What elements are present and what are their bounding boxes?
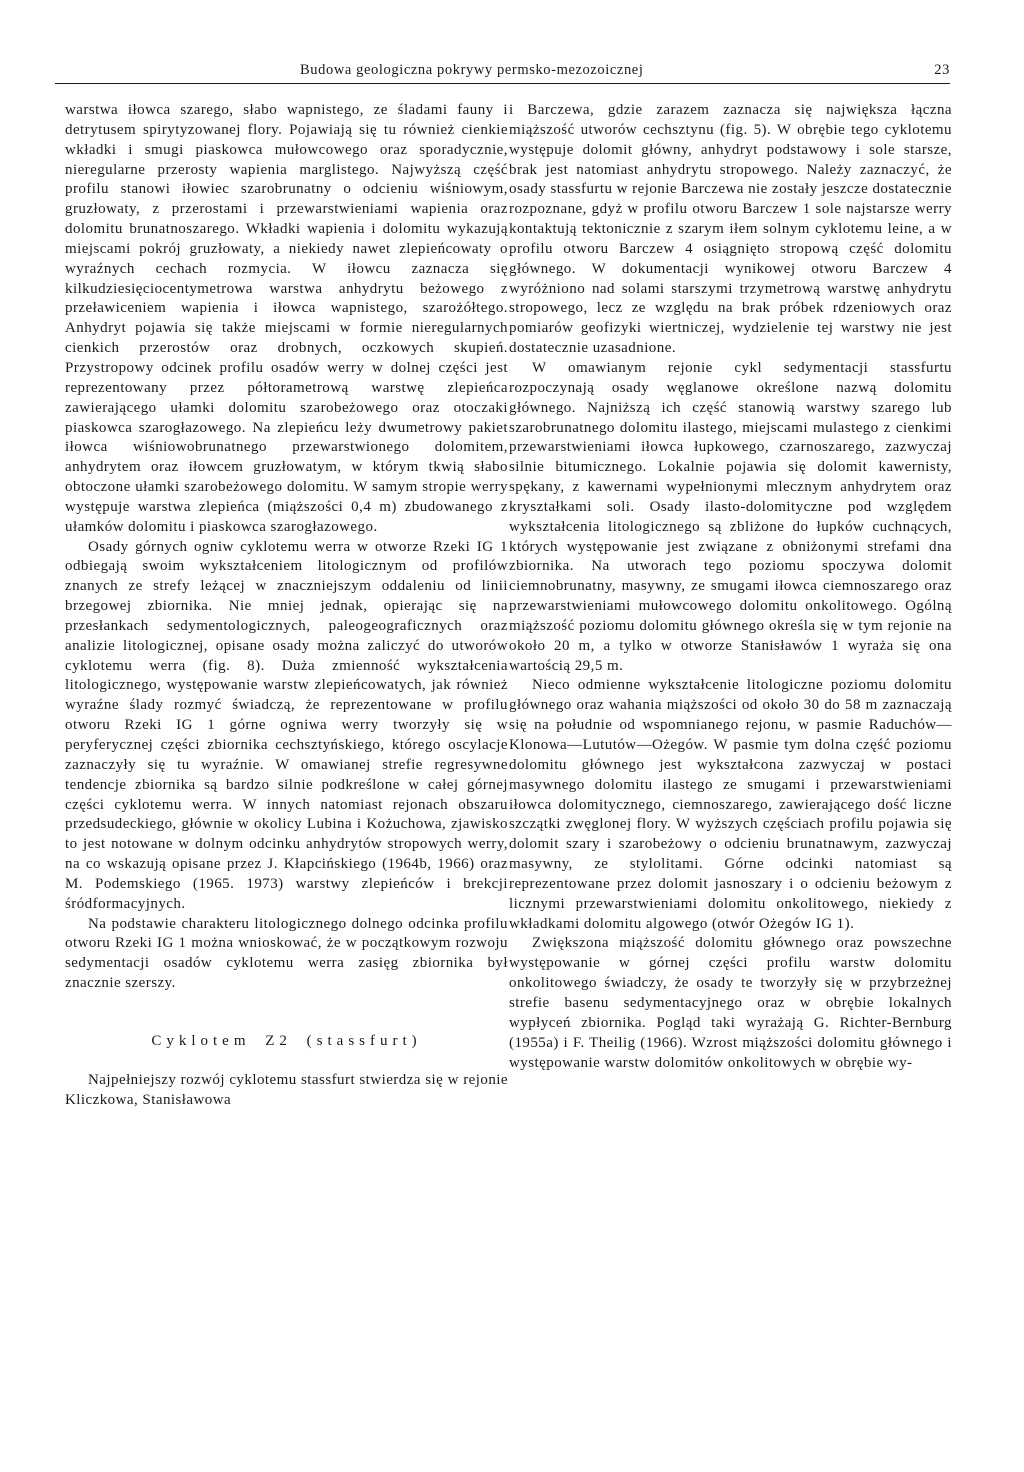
right-paragraph-4: Zwiększona miąższość dolomitu głównego oraz powszechne występowanie w górnej części profilu warstw dolomitu onkolitowego świadczy, że osady te tworzyły się w przybrzeżnej strefie basenu sedymentacyjnego oraz w obrębie lokalnych wypłyceń zbiornika. Pogląd taki wyrażają G. Richter-Bernburg (1955a) i F. Theilig (1966). Wzrost miąższości dolomitu głównego i występowanie warstw dolomitów onkolitowych w obrębie wy- bbox=[509, 935, 952, 1071]
left-paragraph-2: Osady górnych ogniw cyklotemu werra w otworze Rzeki IG 1 odbiegają swoim wykształceniem litologicznym od profilów znanych ze strefy leżącej w znaczniejszym oddaleniu od linii brzegowej zbiornika. Nie mniej jednak, opierając się na przesłankach sedymentologicznych, paleogeograficznych oraz analizie litologicznej, opisane osady można zaliczyć do utworów cyklotemu werra (fig. 8). Duża zmienność wykształcenia litologicznego, występowanie warstw zlepieńcowatych, jak również wyraźne ślady rozmyć świadczą, że reprezentowane w profilu otworu Rzeki IG 1 górne ogniwa werry tworzyły się w peryferycznej części zbiornika cechsztyńskiego, którego oscylacje zaznaczyły się tu wyraźnie. W omawianej strefie regresywne tendencje zbiornika są bardzo silnie podkreślone w całej górnej części cyklotemu werra. W innych natomiast rejonach obszaru przedsudeckiego, głównie w okolicy Lubina i Kożuchowa, zjawisko to jest notowane w dolnym odcinku anhydrytów stropowych werry, na co wskazują opisane przez J. Kłapcińskiego (1964b, 1966) oraz M. Podemskiego (1965. 1973) warstwy zlepieńców i brekcji śródformacyjnych. bbox=[65, 538, 508, 912]
left-paragraph-4: Najpełniejszy rozwój cyklotemu stassfurt stwierdza się w rejonie Kliczkowa, Stanisławowa bbox=[65, 1071, 508, 1108]
right-paragraph-2: W omawianym rejonie cykl sedymentacji stassfurtu rozpoczynają osady węglanowe określone nazwą dolomitu głównego. Najniższą ich część stanowią warstwy szarego lub szarobrunatnego dolomitu ilastego, miejscami mulastego z cienkimi przewarstwieniami iłowca łupkowego, czarnoszarego, zazwyczaj silnie bitumicznego. Lokalnie pojawia się dolomit kawernisty, spękany, z kawernami wypełnionymi mlecznym anhydrytem oraz kryształkami soli. Osady ilasto-dolomityczne pod względem wykształcenia litologicznego są zbliżone do łupków cuchnących, których występowanie jest związane z obniżonymi strefami dna zbiornika. Na utworach tego poziomu spoczywa dolomit ciemnobrunatny, masywny, ze smugami iłowca ciemnoszarego oraz przewarstwieniami mułowcowego dolomitu onkolitowego. Ogólną miąższość poziomu dolomitu głównego określa się w tym rejonie na około 20 m, a tylko w otworze Stanisławów 1 wyraża się ona wartością 29,5 m. bbox=[509, 359, 952, 674]
left-paragraph-3: Na podstawie charakteru litologicznego dolnego odcinka profilu otworu Rzeki IG 1 można wnioskować, że w początkowym rozwoju sedymentacji osadów cyklotemu werra zasięg zbiornika był znacznie szerszy. bbox=[65, 915, 508, 992]
right-paragraph-3: Nieco odmienne wykształcenie litologiczne poziomu dolomitu głównego oraz wahania miąższości od około 30 do 58 m zaznaczają się na południe od wspomnianego rejonu, w pasmie Raduchów—Klonowa—Lututów—Ożegów. W pasmie tym dolna część poziomu dolomitu głównego jest wykształcona zazwyczaj w postaci masywnego dolomitu ilastego ze smugami i przewarstwieniami iłowca dolomitycznego, ciemnoszarego, zawierającego dość liczne szczątki zwęglonej flory. W wyższych częściach profilu pojawia się dolomit szary i szarobeżowy o odcieniu brunatnawym, zazwyczaj masywny, ze stylolitami. Górne odcinki natomiast są reprezentowane przez dolomit jasnoszary i o odcieniu beżowym z licznymi przewarstwieniami dolomitu onkolitowego, niekiedy z wkładkami dolomitu algowego (otwór Ożegów IG 1). bbox=[509, 677, 952, 932]
section-heading: Cyklotem Z2 (stassfurt) bbox=[151, 1032, 422, 1049]
left-paragraph-1: warstwa iłowca szarego, słabo wapnistego, ze śladami fauny i detrytusem spirytyzowanej flory. Pojawiają się tu również cienkie wkładki i smugi piaskowca mułowcowego oraz sporadycznie, nieregularne przerosty wapienia marglistego. Najwyższą część profilu stanowi iłowiec szarobrunatny o odcieniu wiśniowym, gruzłowaty, z przerostami i przewarstwieniami wapienia oraz dolomitu brunatnoszarego. Wkładki wapienia i dolomitu wykazują miejscami pokrój gruzłowaty, a niekiedy nawet zlepieńcowaty o wyraźnych cechach rozmycia. W iłowcu zaznacza się kilkudziesięciocentymetrowa warstwa anhydrytu beżowego z przeławiceniem wapienia i iłowca wapnistego, szarożółtego. Anhydryt pojawia się także miejscami w formie nieregularnych cienkich przerostów oraz drobnych, oczkowych skupień. Przystropowy odcinek profilu osadów werry w dolnej części jest reprezentowany przez półtorametrową warstwę zlepieńca zawierającego ułamki dolomitu szarobeżowego oraz otoczaki piaskowca szarogłazowego. Na zlepieńcu leży dwumetrowy pakiet iłowca wiśniowobrunatnego przewarstwionego dolomitem, anhydrytem oraz iłowcem gruzłowatym, w którym tkwią słabo obtoczone ułamki szarobeżowego dolomitu. W samym stropie werry występuje warstwa zlepieńca (miąższości 0,4 m) zbudowanego z ułamków dolomitu i piaskowca szarogłazowego. bbox=[65, 102, 508, 535]
running-title: Budowa geologiczna pokrywy permsko-mezozoicznej bbox=[300, 62, 644, 78]
running-header bbox=[55, 61, 950, 84]
right-paragraph-1: i Barczewa, gdzie zarazem zaznacza się największa łączna miąższość utworów cechsztynu (fig. 5). W obrębie tego cyklotemu występuje dolomit główny, anhydryt podstawowy i sole starsze, brak jest natomiast anhydrytu stropowego. Należy zaznaczyć, że osady stassfurtu w rejonie Barczewa nie zostały jeszcze dostatecznie rozpoznane, gdyż w profilu otworu Barczew 1 sole najstarsze werry kontaktują tektonicznie z szarym iłem solnym cyklotemu leine, a w profilu otworu Barczew 4 osiągnięto stropową część dolomitu głównego. W dokumentacji wynikowej otworu Barczew 4 wyróżniono nad solami starszymi trzymetrową warstwę anhydrytu stropowego, lecz ze względu na brak próbek rdzeniowych oraz pomiarów geofizyki wiertniczej, wydzielenie tej warstwy nie jest dostatecznie uzasadnione. bbox=[509, 102, 952, 357]
right-column bbox=[509, 101, 952, 1073]
left-column bbox=[65, 101, 508, 1111]
page-number: 23 bbox=[934, 62, 950, 78]
